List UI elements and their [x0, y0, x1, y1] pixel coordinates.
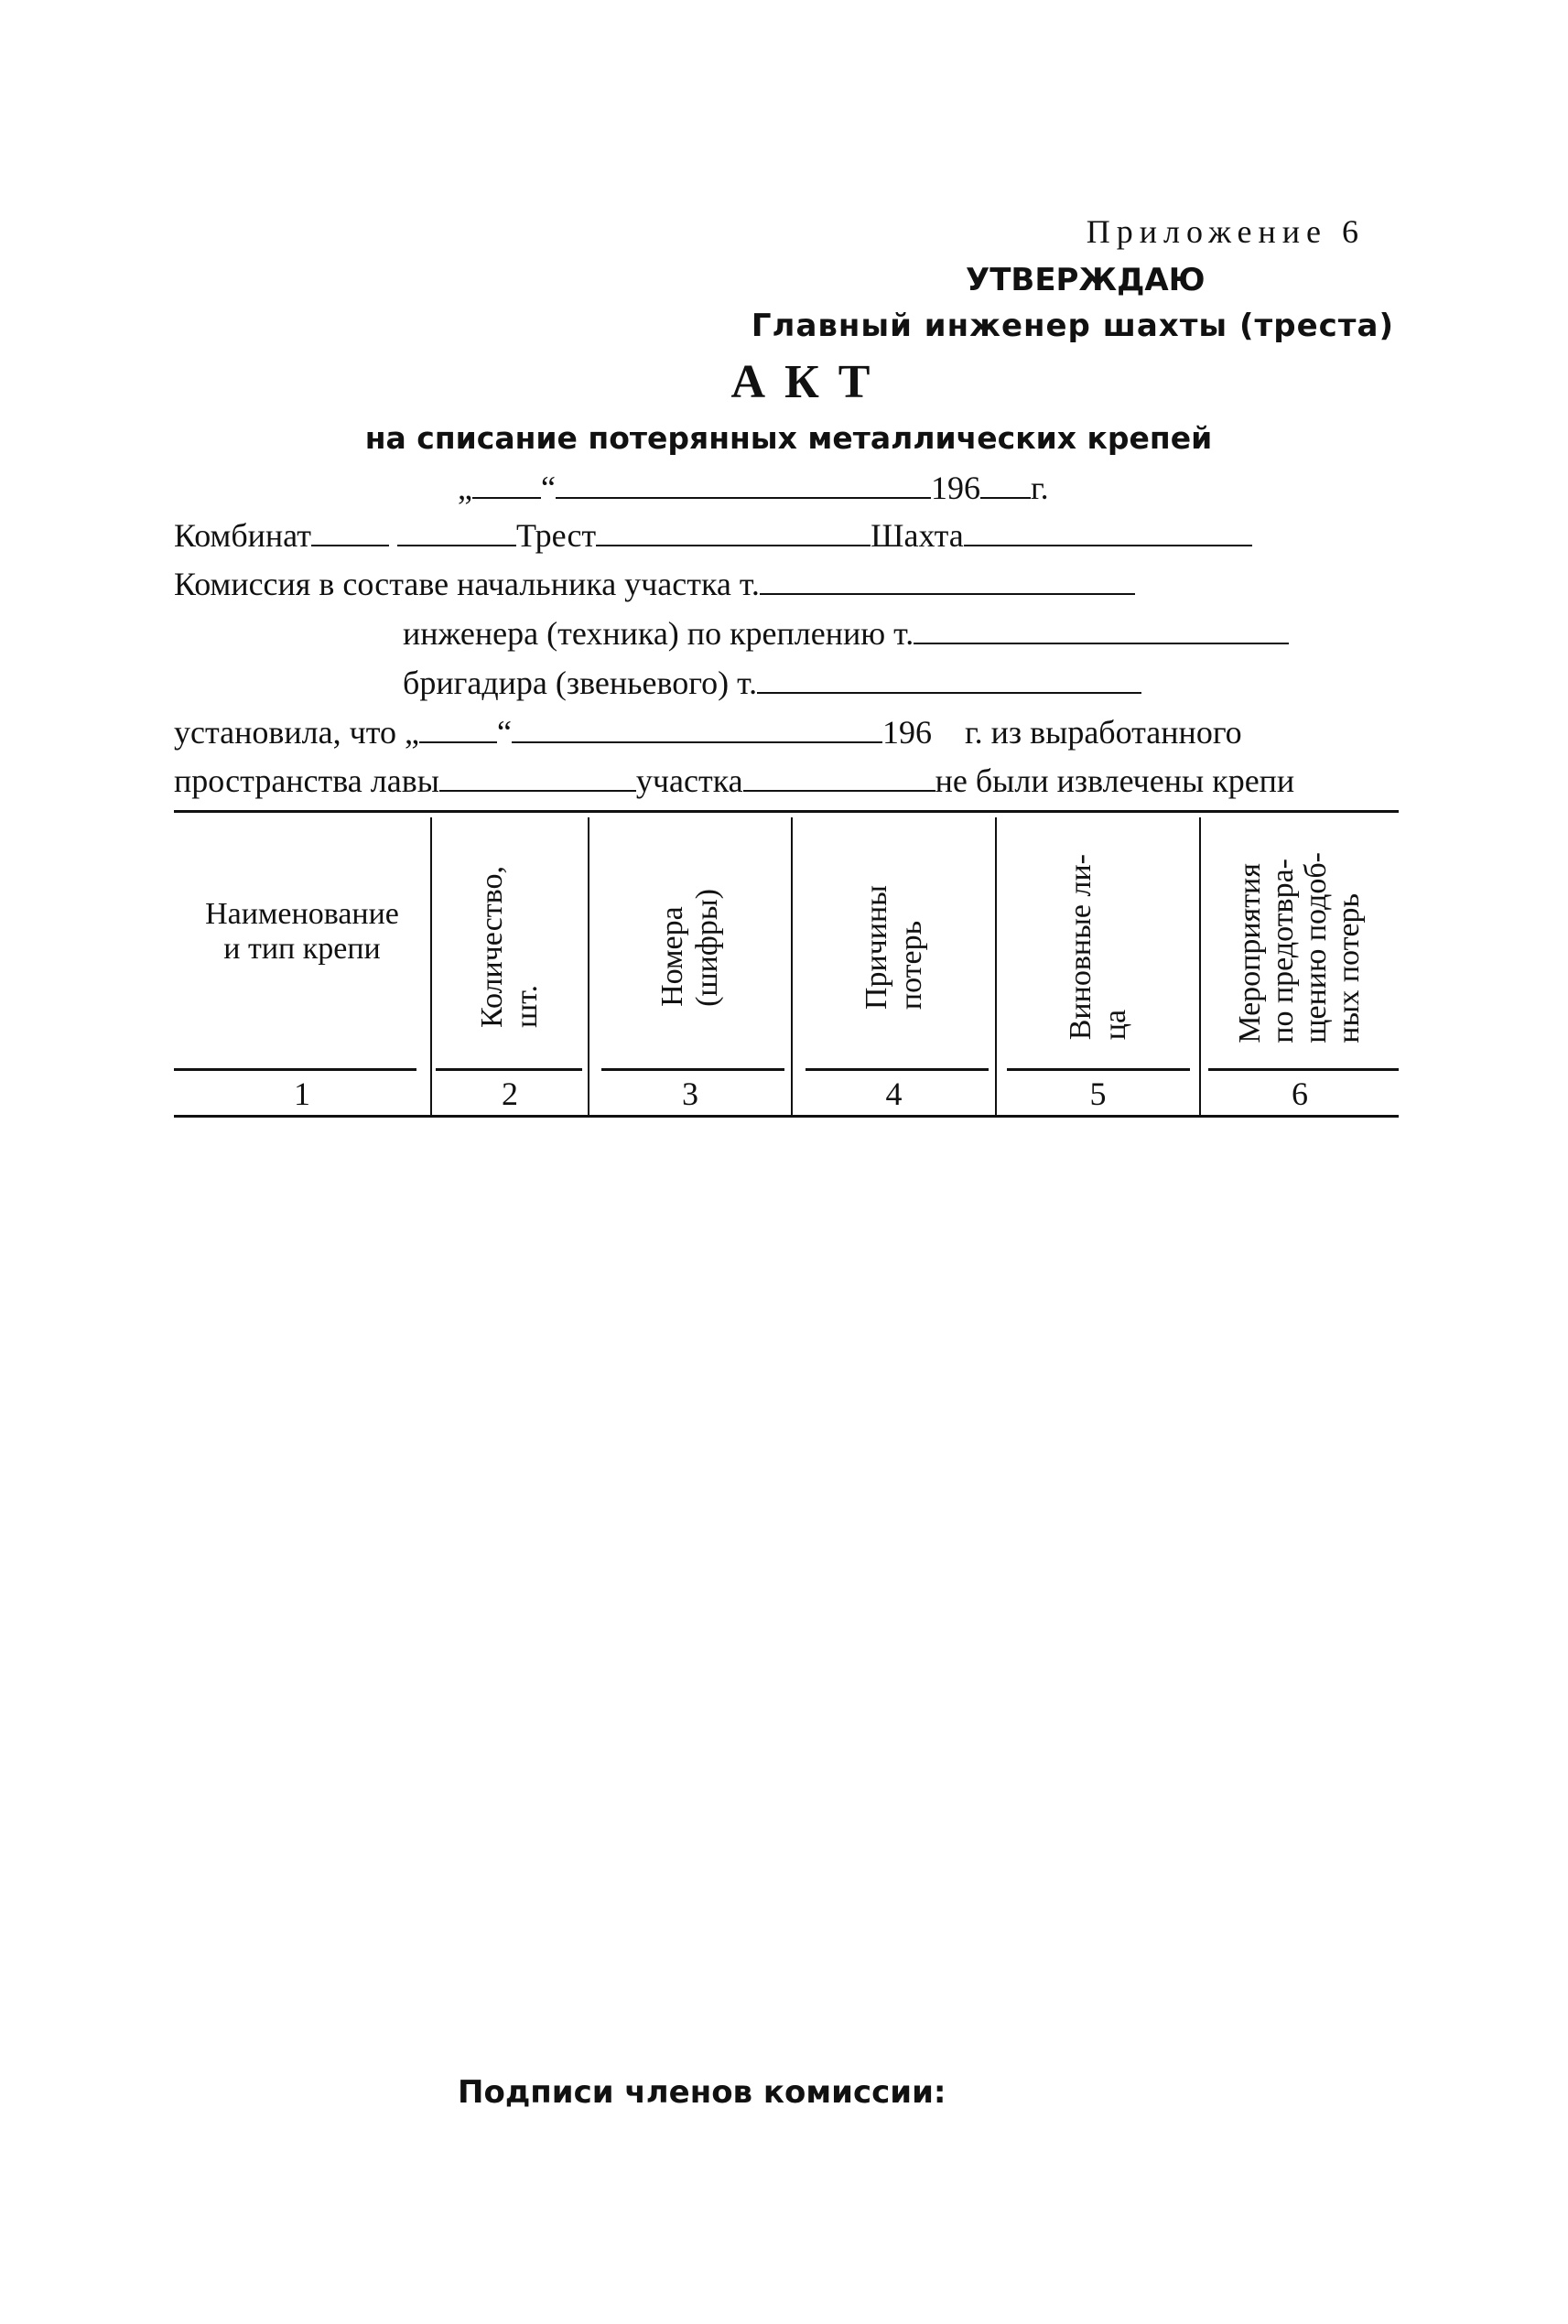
org-line: [174, 516, 1252, 555]
lava-blank: [439, 762, 636, 792]
col-header-numbers: Номера (шифры): [655, 888, 724, 1007]
commission-engineer-blank: [914, 615, 1289, 644]
table-top-rule: [174, 810, 1399, 813]
col-header-culprits-cell: [997, 824, 1199, 1071]
date-year-suffix: г.: [1030, 470, 1049, 506]
document-subtitle: на списание потерянных металлических крепей: [364, 420, 1213, 456]
commission-foreman-blank: [757, 665, 1141, 694]
space-suffix: не были извлечены крепи: [935, 762, 1295, 799]
established-month-blank: [512, 714, 882, 743]
date-year: 196: [930, 470, 980, 506]
signatures-label: Подписи членов комиссии:: [458, 2074, 946, 2111]
col-number-4: 4: [885, 1076, 903, 1112]
document-title: А К Т: [730, 356, 874, 408]
commission-line-3: [403, 664, 1141, 702]
col-number-2: 2: [502, 1076, 518, 1112]
established-open-quote: „: [404, 714, 419, 751]
date-year-blank: [980, 470, 1031, 499]
col-number-3: 3: [682, 1076, 698, 1112]
col-number-1: 1: [294, 1076, 310, 1112]
trust-label: Трест: [515, 517, 597, 554]
date-line: [458, 469, 1049, 507]
date-close-quote: “: [540, 470, 556, 506]
col-header-measures: Мероприятия по предотвра- щению подоб- ных потерь: [1233, 851, 1366, 1043]
commission-foreman-label: бригадира (звеньевого) т.: [403, 665, 758, 701]
space-line: [174, 762, 1294, 800]
established-line: [174, 713, 1242, 751]
mine-label: Шахта: [871, 517, 964, 554]
appendix-label: Приложение 6: [1086, 213, 1365, 250]
commission-chief-blank: [760, 566, 1135, 595]
col-header-numbers-cell: [589, 824, 791, 1071]
established-year: 196: [881, 714, 932, 751]
date-open-quote: „: [458, 470, 472, 506]
established-prefix: установила, что: [174, 714, 396, 751]
col-number-5: 5: [1089, 1076, 1107, 1112]
trust-blank: [596, 517, 871, 546]
space-section-label: участка: [635, 762, 743, 799]
table-bottom-rule: [174, 1115, 1399, 1118]
col-header-reasons: Причины потерь: [859, 884, 928, 1011]
col-number-6: 6: [1292, 1076, 1308, 1112]
commission-line-2: [403, 614, 1289, 653]
col-header-measures-cell: [1201, 824, 1399, 1071]
col-header-reasons-cell: [793, 824, 995, 1071]
commission-chief-label: Комиссия в составе начальника участка т.: [174, 566, 760, 602]
section-blank: [743, 762, 935, 792]
combine-blank-2: [397, 517, 516, 546]
commission-line-1: [174, 565, 1135, 603]
established-day-blank: [419, 714, 497, 743]
established-suffix: г. из выработанного: [964, 714, 1242, 751]
header-rule-1: [174, 1068, 416, 1071]
combine-label: Комбинат: [174, 517, 311, 554]
space-prefix: пространства лавы: [174, 762, 439, 799]
col-header-name: Наименование и тип крепи: [205, 897, 399, 966]
established-close-quote: “: [496, 714, 512, 751]
mine-blank: [964, 517, 1252, 546]
col-header-culprits: Виновные ли- ца: [1063, 854, 1132, 1041]
col-header-quantity: Количество, шт.: [475, 866, 544, 1029]
commission-engineer-label: инженера (техника) по креплению т.: [403, 615, 914, 652]
approver-title: Главный инженер шахты (треста): [751, 308, 1394, 344]
combine-blank: [311, 517, 389, 546]
date-month-blank: [556, 470, 931, 499]
col-header-quantity-cell: [432, 824, 588, 1071]
approve-label: УТВЕРЖДАЮ: [966, 262, 1206, 298]
date-day-blank: [472, 470, 541, 499]
